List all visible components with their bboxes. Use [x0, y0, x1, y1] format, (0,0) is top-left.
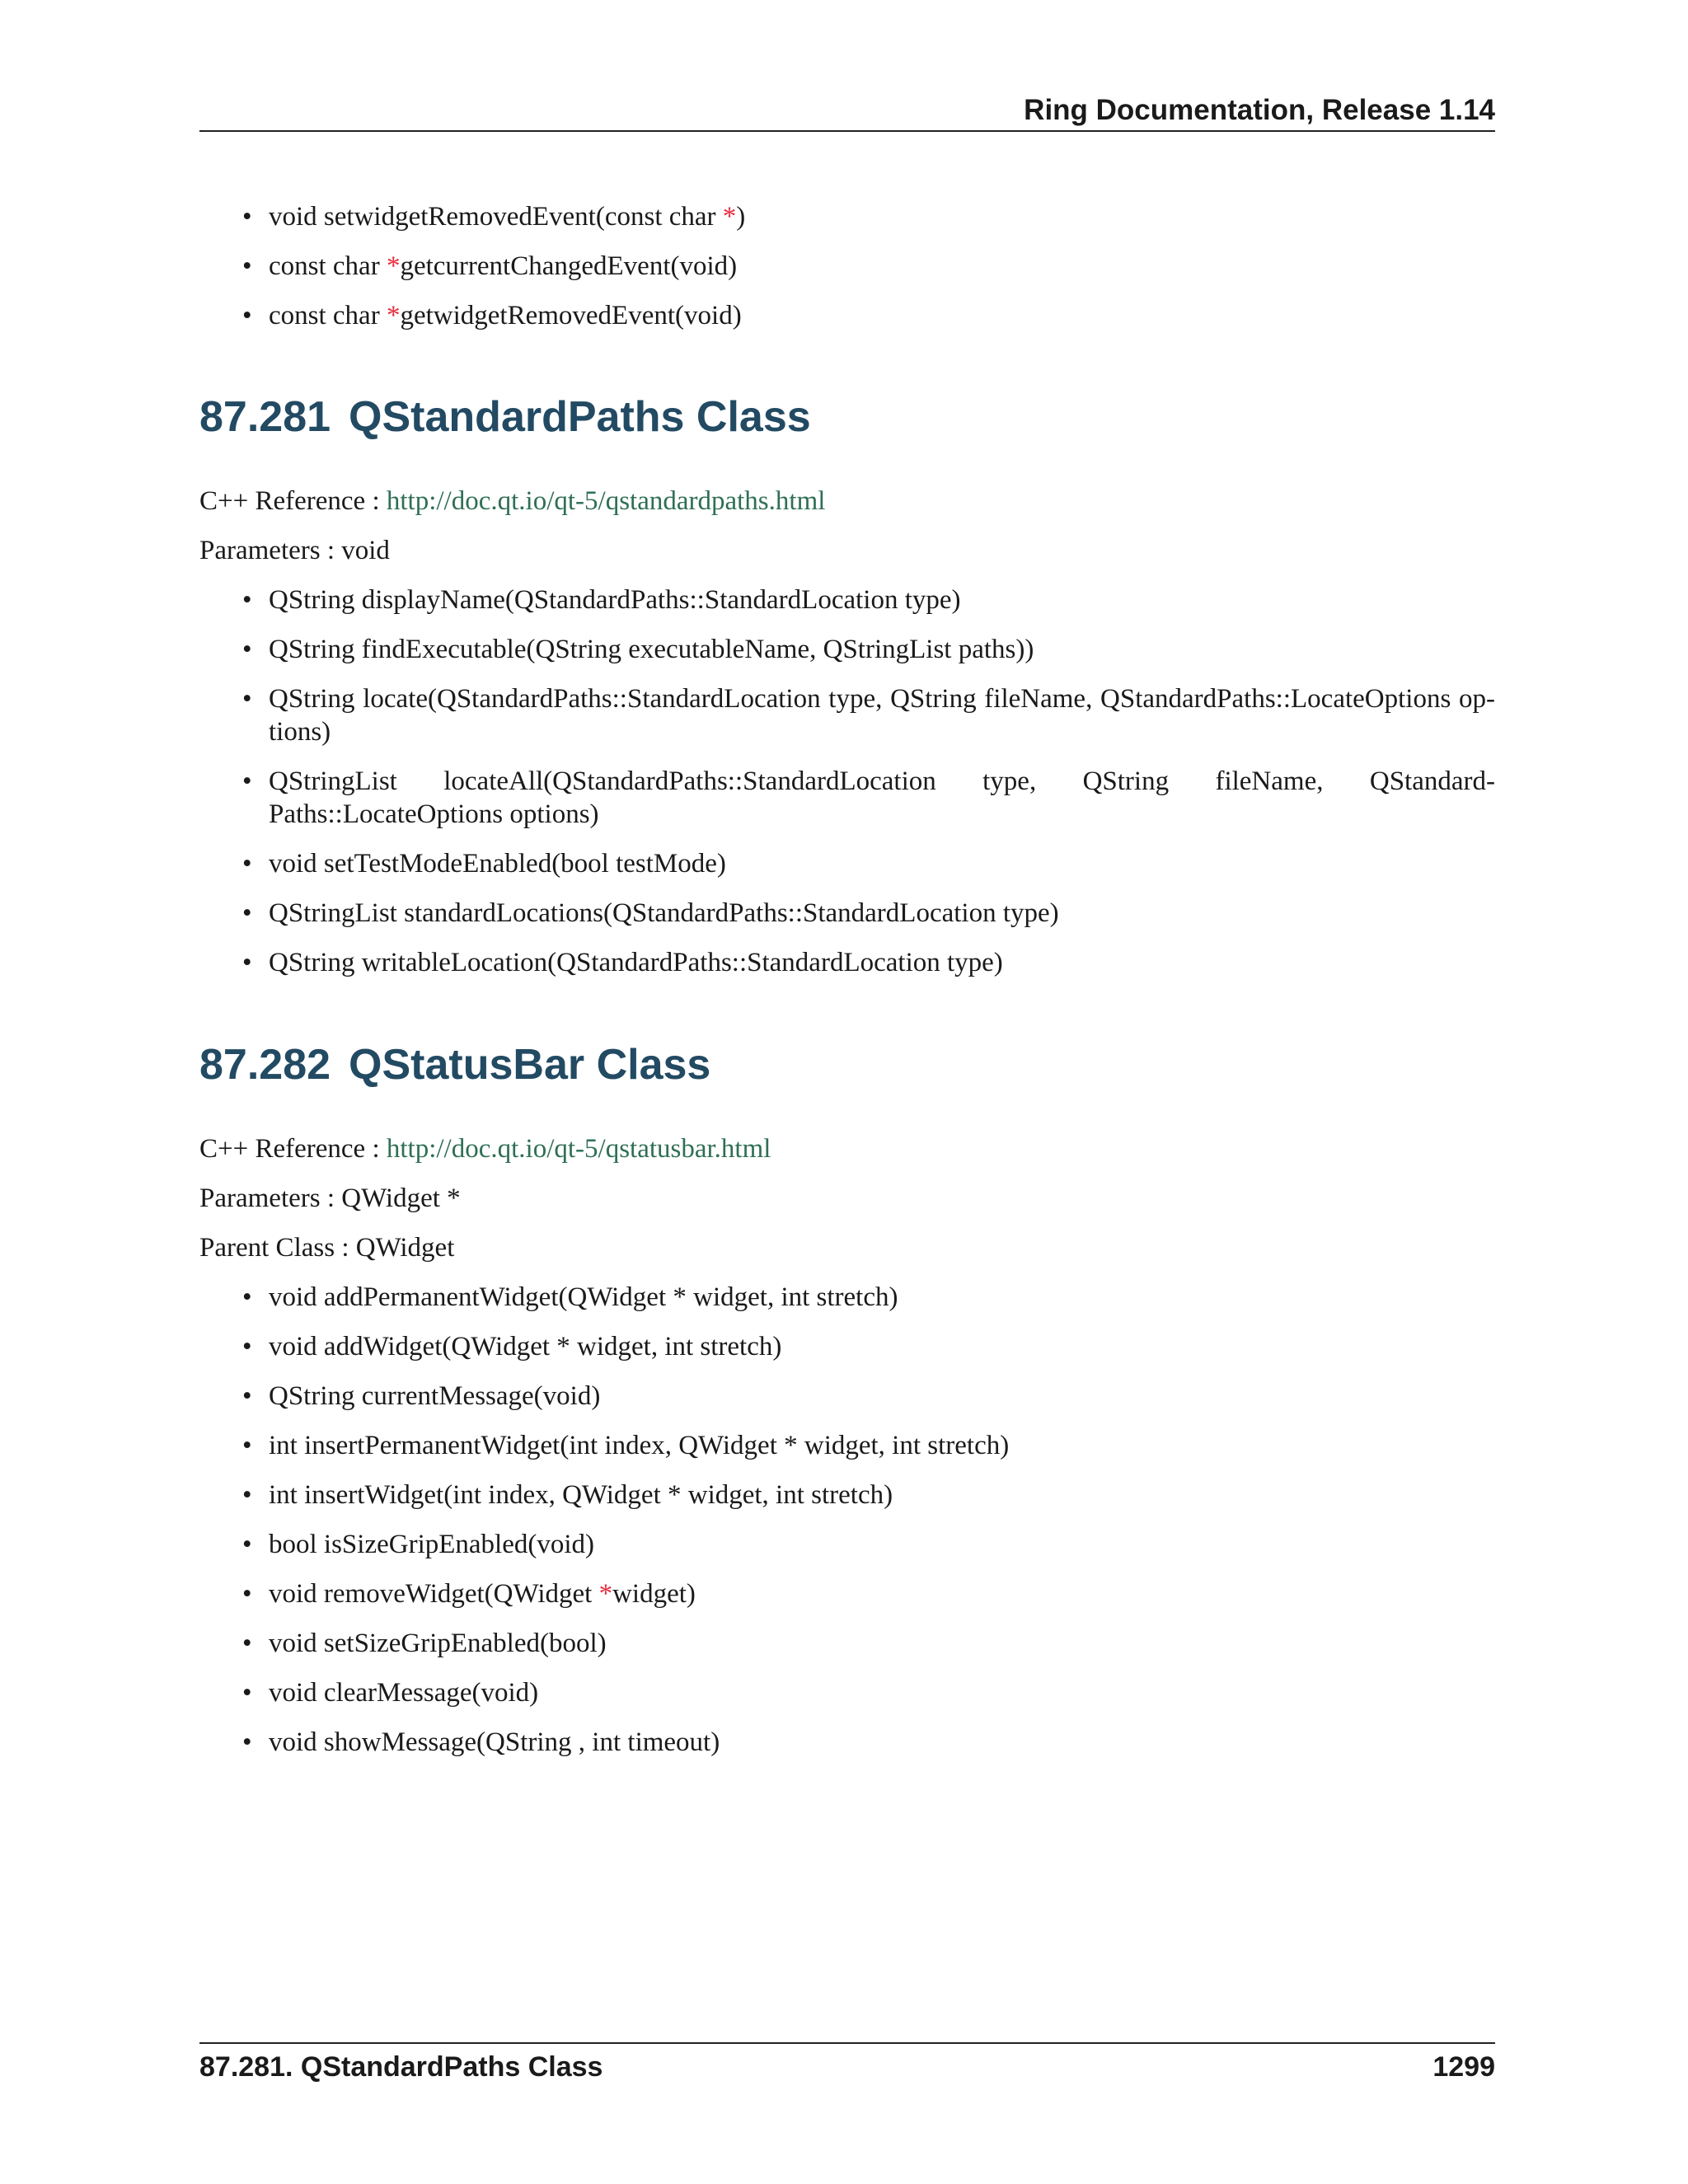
page-number: 1299	[1432, 2051, 1495, 2083]
section-number: 87.281	[199, 393, 331, 441]
header-rule	[199, 130, 1495, 132]
bullet: •	[242, 635, 252, 664]
bullet: •	[242, 202, 252, 232]
list-item: • void showMessage(QString , int timeout)	[242, 1727, 720, 1757]
list-item: • int insertPermanentWidget(int index, QWidget * widget, int stretch)	[242, 1431, 1010, 1460]
parameters-line: Parameters : QWidget *	[199, 1183, 461, 1213]
cpp-reference-link[interactable]: http://doc.qt.io/qt-5/qstandardpaths.html	[386, 486, 826, 516]
bullet: •	[242, 1678, 252, 1708]
qstandardpaths-method-list	[199, 583, 1495, 979]
list-item: • const char *getwidgetRemovedEvent(void)	[242, 301, 742, 330]
list-item: • QString displayName(QStandardPaths::StandardLocation type)	[242, 585, 961, 615]
bullet: •	[242, 898, 252, 928]
list-item: • QString currentMessage(void)	[242, 1381, 601, 1411]
bullet: •	[242, 1480, 252, 1510]
cpp-reference: C++ Reference : http://doc.qt.io/qt-5/qstandardpaths.html	[199, 486, 826, 516]
list-item: • void clearMessage(void)	[242, 1678, 539, 1708]
list-item: • void setwidgetRemovedEvent(const char *)	[242, 202, 746, 232]
section-title: QStandardPaths Class	[349, 393, 811, 441]
bullet: •	[242, 301, 252, 330]
bullet: •	[242, 948, 252, 977]
list-item: • QString locate(QStandardPaths::StandardLocation type, QString fileName, QStandardPaths::LocateOptions op-tions)	[242, 684, 1495, 747]
bullet: •	[242, 1579, 252, 1609]
bullet: •	[242, 849, 252, 879]
bullet: •	[242, 1332, 252, 1361]
qstatusbar-method-list	[199, 1281, 1495, 1759]
page-footer	[199, 2049, 1495, 2085]
pointer-star: *	[386, 301, 401, 330]
list-item: • void addWidget(QWidget * widget, int stretch)	[242, 1332, 782, 1361]
list-item: • QString findExecutable(QString executableName, QStringList paths))	[242, 635, 1034, 664]
list-item: • bool isSizeGripEnabled(void)	[242, 1530, 595, 1559]
list-item: • void setSizeGripEnabled(bool)	[242, 1629, 607, 1658]
pointer-star: *	[386, 251, 401, 281]
running-header: Ring Documentation, Release 1.14	[1024, 94, 1495, 126]
bullet: •	[242, 1727, 252, 1757]
list-item: • QString writableLocation(QStandardPaths::StandardLocation type)	[242, 948, 1003, 977]
list-item: • int insertWidget(int index, QWidget * widget, int stretch)	[242, 1480, 893, 1510]
cpp-reference: C++ Reference : http://doc.qt.io/qt-5/qstatusbar.html	[199, 1134, 771, 1164]
cpp-reference-link[interactable]: http://doc.qt.io/qt-5/qstatusbar.html	[386, 1134, 771, 1164]
bullet: •	[242, 1530, 252, 1559]
list-item: • QStringList standardLocations(QStandardPaths::StandardLocation type)	[242, 898, 1059, 928]
bullet: •	[242, 766, 252, 796]
bullet: •	[242, 684, 252, 714]
list-item: • void setTestModeEnabled(bool testMode)	[242, 849, 726, 879]
section-title: QStatusBar Class	[349, 1041, 711, 1089]
bullet: •	[242, 251, 252, 281]
bullet: •	[242, 1381, 252, 1411]
bullet: •	[242, 1629, 252, 1658]
bullet: •	[242, 1282, 252, 1312]
parent-class-line: Parent Class : QWidget	[199, 1233, 455, 1263]
list-item: • const char *getcurrentChangedEvent(void)	[242, 251, 738, 281]
previous-class-method-list	[199, 200, 1495, 332]
section-heading-qstatusbar	[199, 1040, 710, 1090]
bullet: •	[242, 585, 252, 615]
list-item: • void removeWidget(QWidget *widget)	[242, 1579, 696, 1609]
pointer-star: *	[598, 1579, 613, 1609]
parameters-line: Parameters : void	[199, 536, 390, 565]
section-heading-qstandardpaths	[199, 392, 811, 442]
pointer-star: *	[722, 202, 737, 232]
list-item: • QStringList locateAll(QStandardPaths::StandardLocation type, QString fileName, QStandard-Paths::LocateOptions options)	[242, 766, 1495, 829]
footer-section-title: 87.281. QStandardPaths Class	[199, 2051, 603, 2083]
list-item: • void addPermanentWidget(QWidget * widget, int stretch)	[242, 1282, 898, 1312]
bullet: •	[242, 1431, 252, 1460]
footer-rule	[199, 2042, 1495, 2044]
section-number: 87.282	[199, 1041, 331, 1089]
